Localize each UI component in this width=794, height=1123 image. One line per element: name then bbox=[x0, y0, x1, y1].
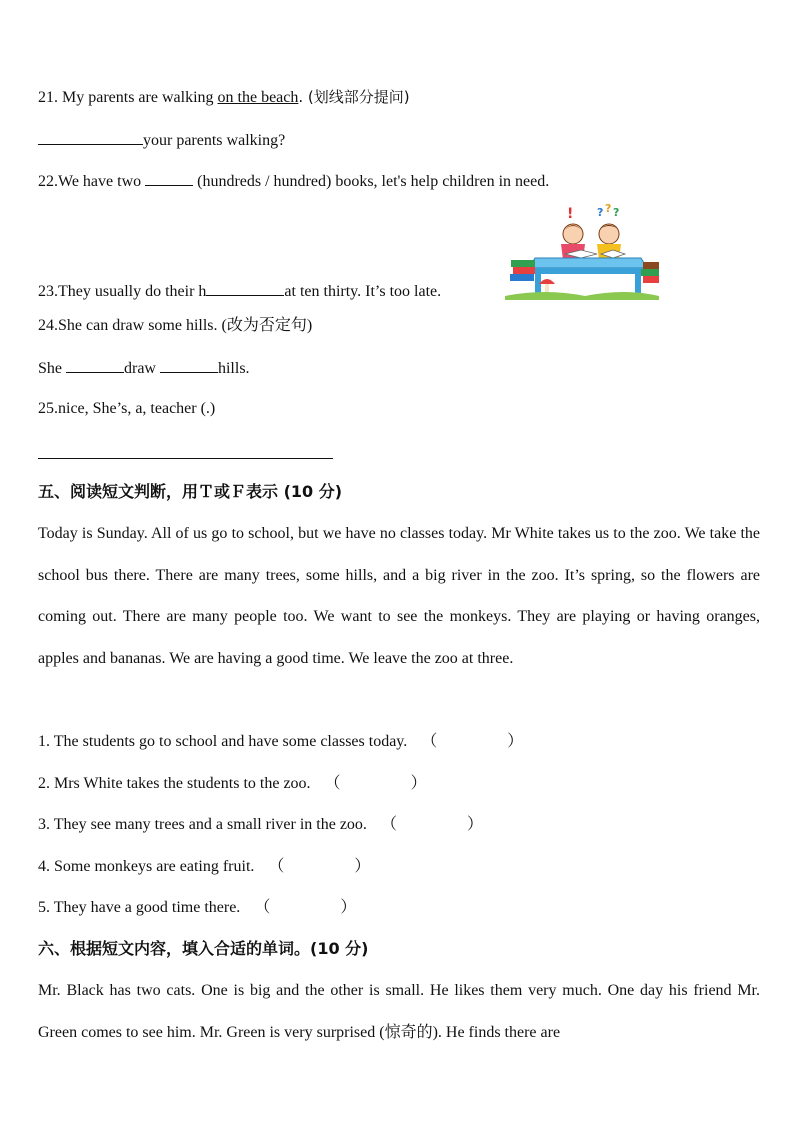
question-21-answer-text: your parents walking? bbox=[143, 132, 286, 149]
section-6-passage: Mr. Black has two cats. One is big and the other is small. He likes them very much. One day his friend Mr. Green comes to see him. Mr. Green is very surprised (惊奇的). He finds there are bbox=[38, 982, 760, 1041]
question-22 bbox=[38, 170, 549, 192]
judge-item-text: 1. The students go to school and have some classes today. bbox=[38, 733, 408, 750]
answer-paren-close: ） bbox=[466, 816, 483, 833]
answer-paren-close: ） bbox=[410, 775, 427, 792]
question-24-answer-start: She bbox=[38, 360, 66, 377]
answer-paren-close: ） bbox=[507, 733, 524, 750]
answer-paren-open: （ bbox=[324, 775, 341, 792]
children-reading-clipart bbox=[505, 200, 659, 300]
section-5-title: 五、阅读短文判断，用Ｔ或Ｆ表示 (10 分) bbox=[38, 482, 343, 501]
answer-paren-open: （ bbox=[254, 899, 271, 916]
judge-item-4 bbox=[38, 857, 370, 877]
answer-paren-open: （ bbox=[268, 858, 285, 875]
answer-blank[interactable] bbox=[206, 280, 284, 296]
question-24-answer-mid: draw bbox=[124, 360, 160, 377]
section-5-passage: Today is Sunday. All of us go to school, but we have no classes today. Mr White takes us to the zoo. We take the school bus there. There are many trees, some hills, and a big river in the zoo. It’s spring, so the flowers are coming out. There are many people too. We want to see the monkeys. They are playing or having oranges, apples and bananas. We are having a good time. We leave the zoo at three. bbox=[38, 525, 760, 667]
book-stack-left-icon bbox=[510, 260, 535, 281]
svg-text:?: ? bbox=[613, 206, 620, 219]
question-25-text: 25.nice, She’s, a, teacher (.) bbox=[38, 400, 216, 417]
judge-item-text: 2. Mrs White takes the students to the zoo. bbox=[38, 775, 311, 792]
question-21-prefix: . My parents are walking bbox=[54, 89, 218, 106]
book-stack-right-icon bbox=[641, 262, 659, 283]
exclamation-mark-icon: ! bbox=[567, 206, 574, 222]
grass-graphic bbox=[505, 292, 659, 300]
question-marks-icon: ? bbox=[597, 206, 604, 219]
judge-item-text: 3. They see many trees and a small river in the zoo. bbox=[38, 816, 367, 833]
answer-paren-close: ） bbox=[354, 858, 371, 875]
question-21-suffix: . (划线部分提问) bbox=[298, 88, 410, 106]
question-23-prefix: 23.They usually do their h bbox=[38, 283, 207, 300]
judge-item-3 bbox=[38, 815, 483, 835]
answer-line[interactable] bbox=[38, 458, 333, 459]
answer-blank[interactable] bbox=[66, 357, 124, 373]
question-21 bbox=[38, 87, 410, 108]
question-22-suffix: (hundreds / hundred) books, let's help children in need. bbox=[193, 173, 550, 190]
answer-blank[interactable] bbox=[145, 170, 193, 186]
question-21-number: 21 bbox=[38, 89, 54, 106]
question-24-answer-line bbox=[38, 357, 250, 379]
judge-item-5 bbox=[38, 898, 356, 918]
question-24-answer-end: hills. bbox=[217, 360, 250, 377]
mushroom-icon bbox=[539, 279, 555, 292]
answer-paren-close: ） bbox=[340, 899, 357, 916]
question-21-underlined: on the beach bbox=[217, 89, 299, 106]
question-24 bbox=[38, 316, 312, 336]
question-23-suffix: at ten thirty. It’s too late. bbox=[284, 283, 442, 300]
svg-text:?: ? bbox=[605, 202, 612, 215]
question-24-text: 24.She can draw some hills. (改为否定句) bbox=[38, 317, 313, 334]
question-21-answer-line bbox=[38, 129, 285, 151]
question-22-prefix: 22.We have two bbox=[38, 173, 146, 190]
section-6-title: 六、根据短文内容，填入合适的单词。(10 分) bbox=[38, 939, 369, 958]
judge-item-2 bbox=[38, 774, 427, 794]
answer-blank[interactable] bbox=[38, 129, 143, 145]
answer-paren-open: （ bbox=[380, 816, 397, 833]
question-23 bbox=[38, 280, 441, 302]
answer-blank[interactable] bbox=[160, 357, 218, 373]
judge-item-1 bbox=[38, 732, 523, 752]
answer-paren-open: （ bbox=[421, 733, 438, 750]
question-25 bbox=[38, 399, 215, 419]
judge-item-text: 4. Some monkeys are eating fruit. bbox=[38, 858, 255, 875]
judge-item-text: 5. They have a good time there. bbox=[38, 899, 241, 916]
